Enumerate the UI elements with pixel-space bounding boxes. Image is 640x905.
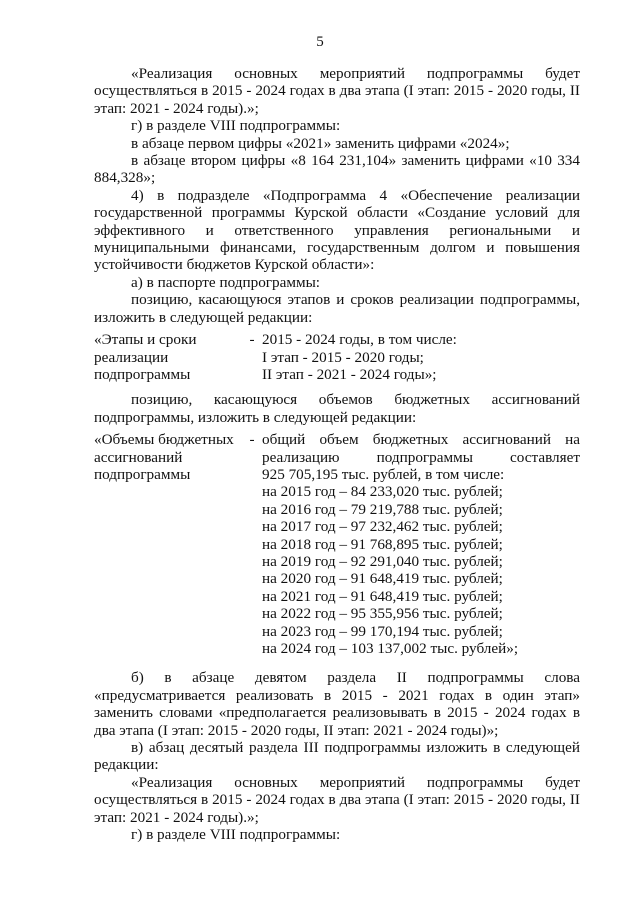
spacer <box>94 657 580 669</box>
paragraph: в) абзац десятый раздела III подпрограммы изложить в следующей редакции: <box>94 739 580 774</box>
stages-value <box>262 331 580 383</box>
paragraph: позицию, касающуюся этапов и сроков реализации подпрограммы, изложить в следующей редакции: <box>94 291 580 326</box>
label-line: подпрограммы <box>94 465 191 483</box>
year-line: на 2019 год – 92 291,040 тыс. рублей; <box>262 552 503 570</box>
paragraph: «Реализация основных мероприятий подпрограммы будет осуществляться в 2015 - 2024 годах в два этапа (I этап: 2015 - 2020 годы, II этап: 2021 - 2024 годы).»; <box>94 65 580 117</box>
year-line: на 2020 год – 91 648,419 тыс. рублей; <box>262 570 503 588</box>
year-line: на 2021 год – 91 648,419 тыс. рублей; <box>262 587 503 605</box>
dash: - <box>249 431 255 449</box>
year-line: на 2016 год – 79 219,788 тыс. рублей; <box>262 500 503 518</box>
stages-position <box>94 331 580 383</box>
paragraph: г) в разделе VIII подпрограммы: <box>131 117 341 135</box>
paragraph: в абзаце втором цифры «8 164 231,104» заменить цифрами «10 334 884,328»; <box>94 152 580 187</box>
volumes-value <box>262 431 580 657</box>
label-line: ассигнований <box>94 448 183 466</box>
label-line: реализации <box>94 348 169 366</box>
volumes-label <box>94 431 242 657</box>
year-line: на 2024 год – 103 137,002 тыс. рублей»; <box>262 640 519 657</box>
value-line: 925 705,195 тыс. рублей, в том числе: <box>262 465 505 483</box>
dash: - <box>249 331 255 349</box>
paragraph: б) в абзаце девятом раздела II подпрограммы слова «предусматривается реализовать в 2015 - 2021 годах в один этап» заменить словами «предполагается реализовывать в 2015 - 2024 годах в два этапа (I этап: 2015 - 2020 годы, II этап: 2021 - 2024 годы)»; <box>94 669 580 739</box>
year-line: на 2022 год – 95 355,956 тыс. рублей; <box>262 605 503 623</box>
label-line: «Объемы бюджетных <box>94 431 234 449</box>
value-line: 2015 - 2024 годы, в том числе: <box>262 331 457 349</box>
label-line: подпрограммы <box>94 365 191 383</box>
spacer <box>94 383 580 391</box>
paragraph: позицию, касающуюся объемов бюджетных ассигнований подпрограммы, изложить в следующей редакции: <box>94 391 580 426</box>
value-line: I этап - 2015 - 2020 годы; <box>262 348 424 366</box>
paragraph: в абзаце первом цифры «2021» заменить цифрами «2024»; <box>131 134 510 152</box>
paragraph: а) в паспорте подпрограммы: <box>131 273 320 291</box>
document-body <box>94 65 580 843</box>
stages-label <box>94 331 242 383</box>
year-line: на 2017 год – 97 232,462 тыс. рублей; <box>262 518 503 536</box>
value-line: общий объем бюджетных ассигнований на <box>262 431 580 449</box>
label-line: «Этапы и сроки <box>94 331 197 349</box>
paragraph: г) в разделе VIII подпрограммы: <box>131 826 341 844</box>
paragraph: 4) в подразделе «Подпрограмма 4 «Обеспечение реализации государственной программы Курской области «Создание условий для эффективного и ответственного управления региональными и муниципальными финансами, государственным долгом и повышения устойчивости бюджетов Курской области»: <box>94 186 580 274</box>
year-line: на 2018 год – 91 768,895 тыс. рублей; <box>262 535 503 553</box>
value-line: II этап - 2021 - 2024 годы»; <box>262 365 437 383</box>
value-line: реализацию подпрограммы составляет <box>262 448 580 466</box>
year-line: на 2015 год – 84 233,020 тыс. рублей; <box>262 483 503 501</box>
year-line: на 2023 год – 99 170,194 тыс. рублей; <box>262 622 503 640</box>
page-number: 5 <box>316 34 324 50</box>
paragraph: «Реализация основных мероприятий подпрограммы будет осуществляться в 2015 - 2024 годах в два этапа (I этап: 2015 - 2020 годы, II этап: 2021 - 2024 годы).»; <box>94 773 580 826</box>
volumes-position <box>94 431 580 657</box>
